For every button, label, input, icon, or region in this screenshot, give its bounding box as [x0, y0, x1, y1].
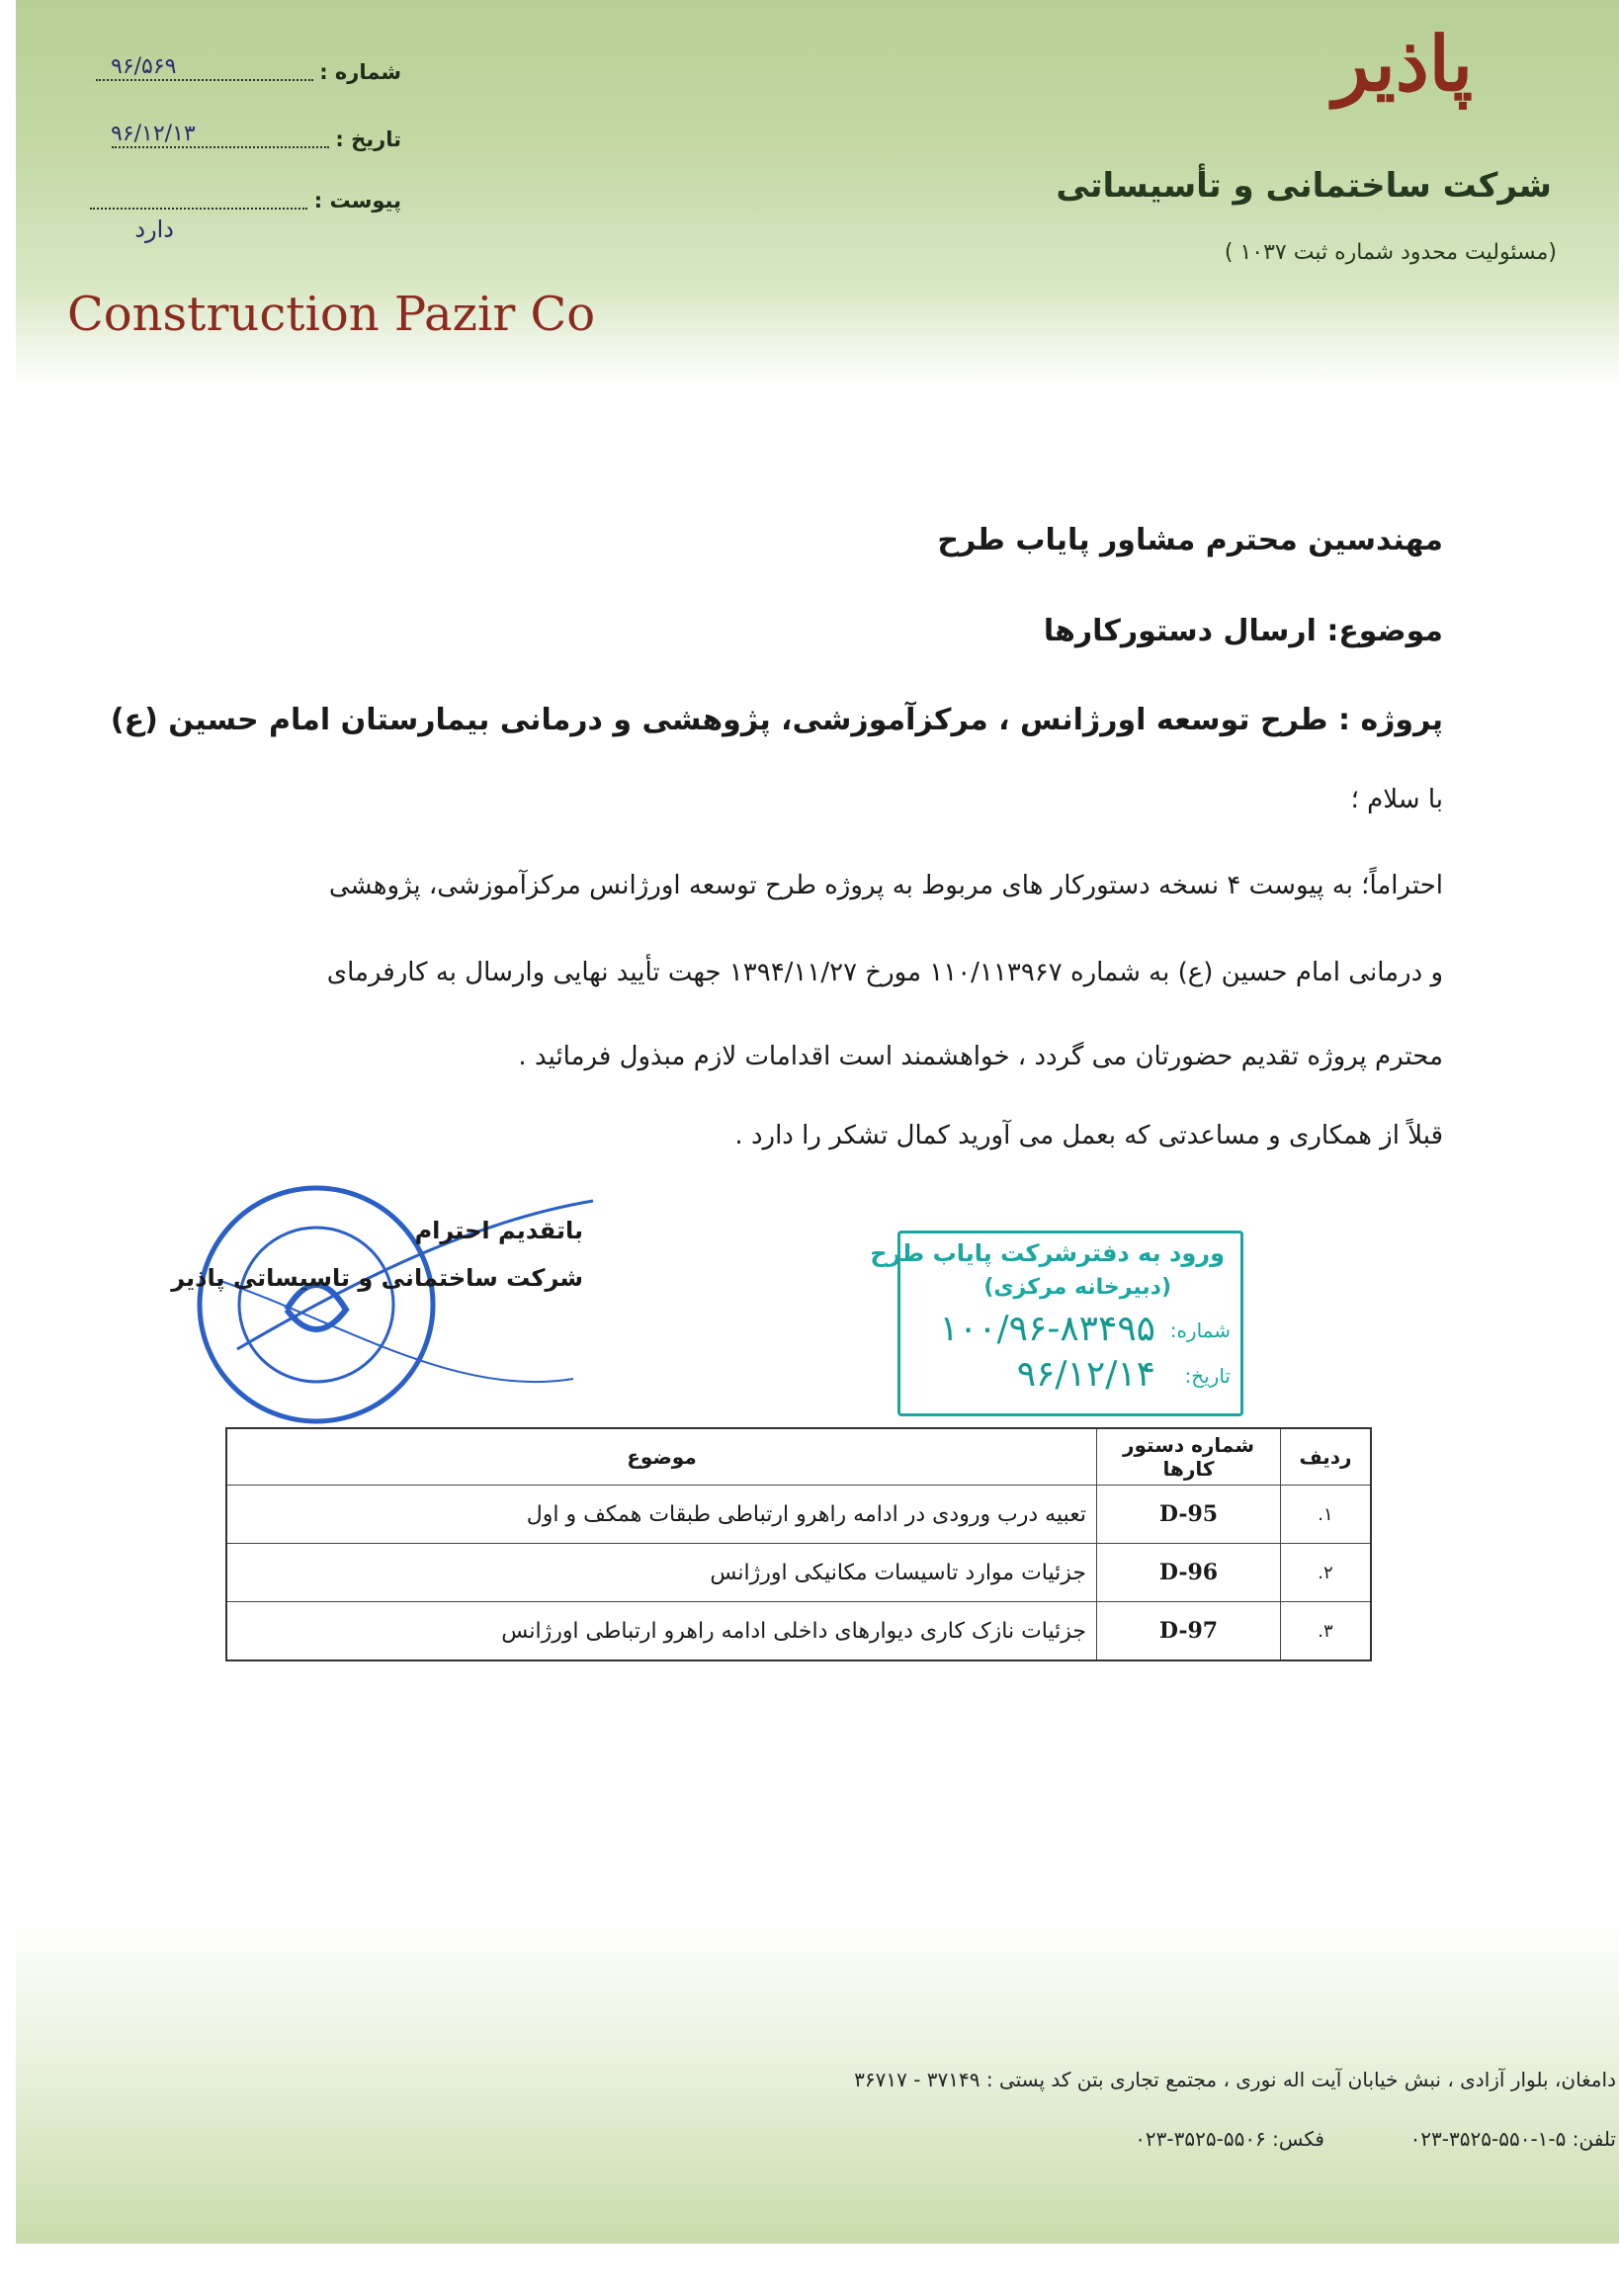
company-name-fa: شرکت ساختمانی و تأسیساتی: [1056, 166, 1552, 206]
header-row-number: ردیف: [1281, 1428, 1372, 1486]
table-header-row: [226, 1428, 1371, 1486]
registration-number: (مسئولیت محدود شماره ثبت ۱۰۳۷ ): [1224, 240, 1557, 265]
receipt-stamp: [870, 1231, 1243, 1416]
number-label: شماره :: [319, 60, 401, 84]
stamp-number-label: شماره:: [1169, 1318, 1231, 1342]
order-number: D-95: [1097, 1486, 1281, 1544]
row-number: ۱.: [1281, 1486, 1372, 1544]
company-name-en: Construction Pazir Co: [67, 287, 596, 342]
table-row: [226, 1602, 1371, 1661]
company-logo: پاذیر: [1332, 20, 1473, 108]
date-value: ۹۶/۱۲/۱۳: [111, 122, 196, 146]
sign-off: باتقدیم احترام: [414, 1217, 583, 1244]
order-number: D-97: [1097, 1602, 1281, 1661]
work-orders-table: [225, 1427, 1372, 1661]
greeting: با سلام ؛: [1350, 785, 1443, 814]
table-row: [226, 1544, 1371, 1602]
stamp-date-label: تاریخ:: [1184, 1364, 1231, 1388]
table-row: [226, 1486, 1371, 1544]
recipient: مهندسین محترم مشاور پایاب طرح: [937, 523, 1443, 557]
stamp-line-1: ورود به دفترشرکت پایاب طرح: [870, 1239, 1225, 1267]
row-subject: تعبیه درب ورودی در ادامه راهرو ارتباطی طبقات همکف و اول: [226, 1486, 1097, 1544]
attachment-value: دارد: [134, 215, 174, 243]
row-number: ۳.: [1281, 1602, 1372, 1661]
stamp-number-value: ۱۰۰/۹۶-۸۳۴۹۵: [939, 1309, 1155, 1349]
date-label: تاریخ :: [335, 128, 401, 151]
row-subject: جزئیات موارد تاسیسات مکانیکی اورژانس: [226, 1544, 1097, 1602]
number-value: ۹۶/۵۶۹: [111, 54, 177, 79]
body-line-1: احتراماً؛ به پیوست ۴ نسخه دستورکار های مربوط به پروژه طرح توسعه اورژانس مرکزآموزشی، پژوهشی: [328, 871, 1443, 900]
footer-fax: فکس: ۵۵۰۶-۳۵۲۵-۰۲۳: [1135, 2127, 1324, 2151]
body-line-2: و درمانی امام حسین (ع) به شماره ۱۱۰/۱۱۳۹۶۷ مورخ ۱۳۹۴/۱۱/۲۷ جهت تأیید نهایی وارسال به کارفرمای: [326, 958, 1443, 987]
stamp-date-value: ۹۶/۱۲/۱۴: [1016, 1354, 1155, 1395]
closing-thanks: قبلاً از همکاری و مساعدتی که بعمل می آورید کمال تشکر را دارد .: [734, 1121, 1443, 1150]
company-seal-icon: [171, 1161, 613, 1438]
footer-address: دامغان، بلوار آزادی ، نبش خیابان آیت اله نوری ، مجتمع تجاری بتن کد پستی : ۳۷۱۴۹ - ۳۶۷۱۷: [854, 2068, 1616, 2091]
row-number: ۲.: [1281, 1544, 1372, 1602]
header-subject: موضوع: [226, 1428, 1097, 1486]
attachment-line: [105, 188, 401, 213]
body-line-3: محترم پروژه تقدیم حضورتان می گردد ، خواهشمند است اقدامات لازم مبذول فرمائید .: [518, 1042, 1443, 1071]
attachment-label: پیوست :: [313, 189, 401, 213]
header-order-number: شماره دستور کارها: [1097, 1428, 1281, 1486]
order-number: D-96: [1097, 1544, 1281, 1602]
project-title: پروژه : طرح توسعه اورژانس ، مرکزآموزشی، پژوهشی و درمانی بیمارستان امام حسین (ع): [110, 703, 1443, 737]
stamp-line-2: (دبیرخانه مرکزی): [983, 1275, 1171, 1300]
footer-phone: تلفن: ۵-۱-۵۵۰-۳۵۲۵-۰۲۳: [1409, 2127, 1616, 2151]
row-subject: جزئیات نازک کاری دیوارهای داخلی ادامه راهرو ارتباطی اورژانس: [226, 1602, 1097, 1661]
signature-company: شرکت ساختمانی و تاسیساتی پاذیر: [171, 1264, 583, 1292]
letter-subject: موضوع: ارسال دستورکارها: [1043, 614, 1443, 648]
